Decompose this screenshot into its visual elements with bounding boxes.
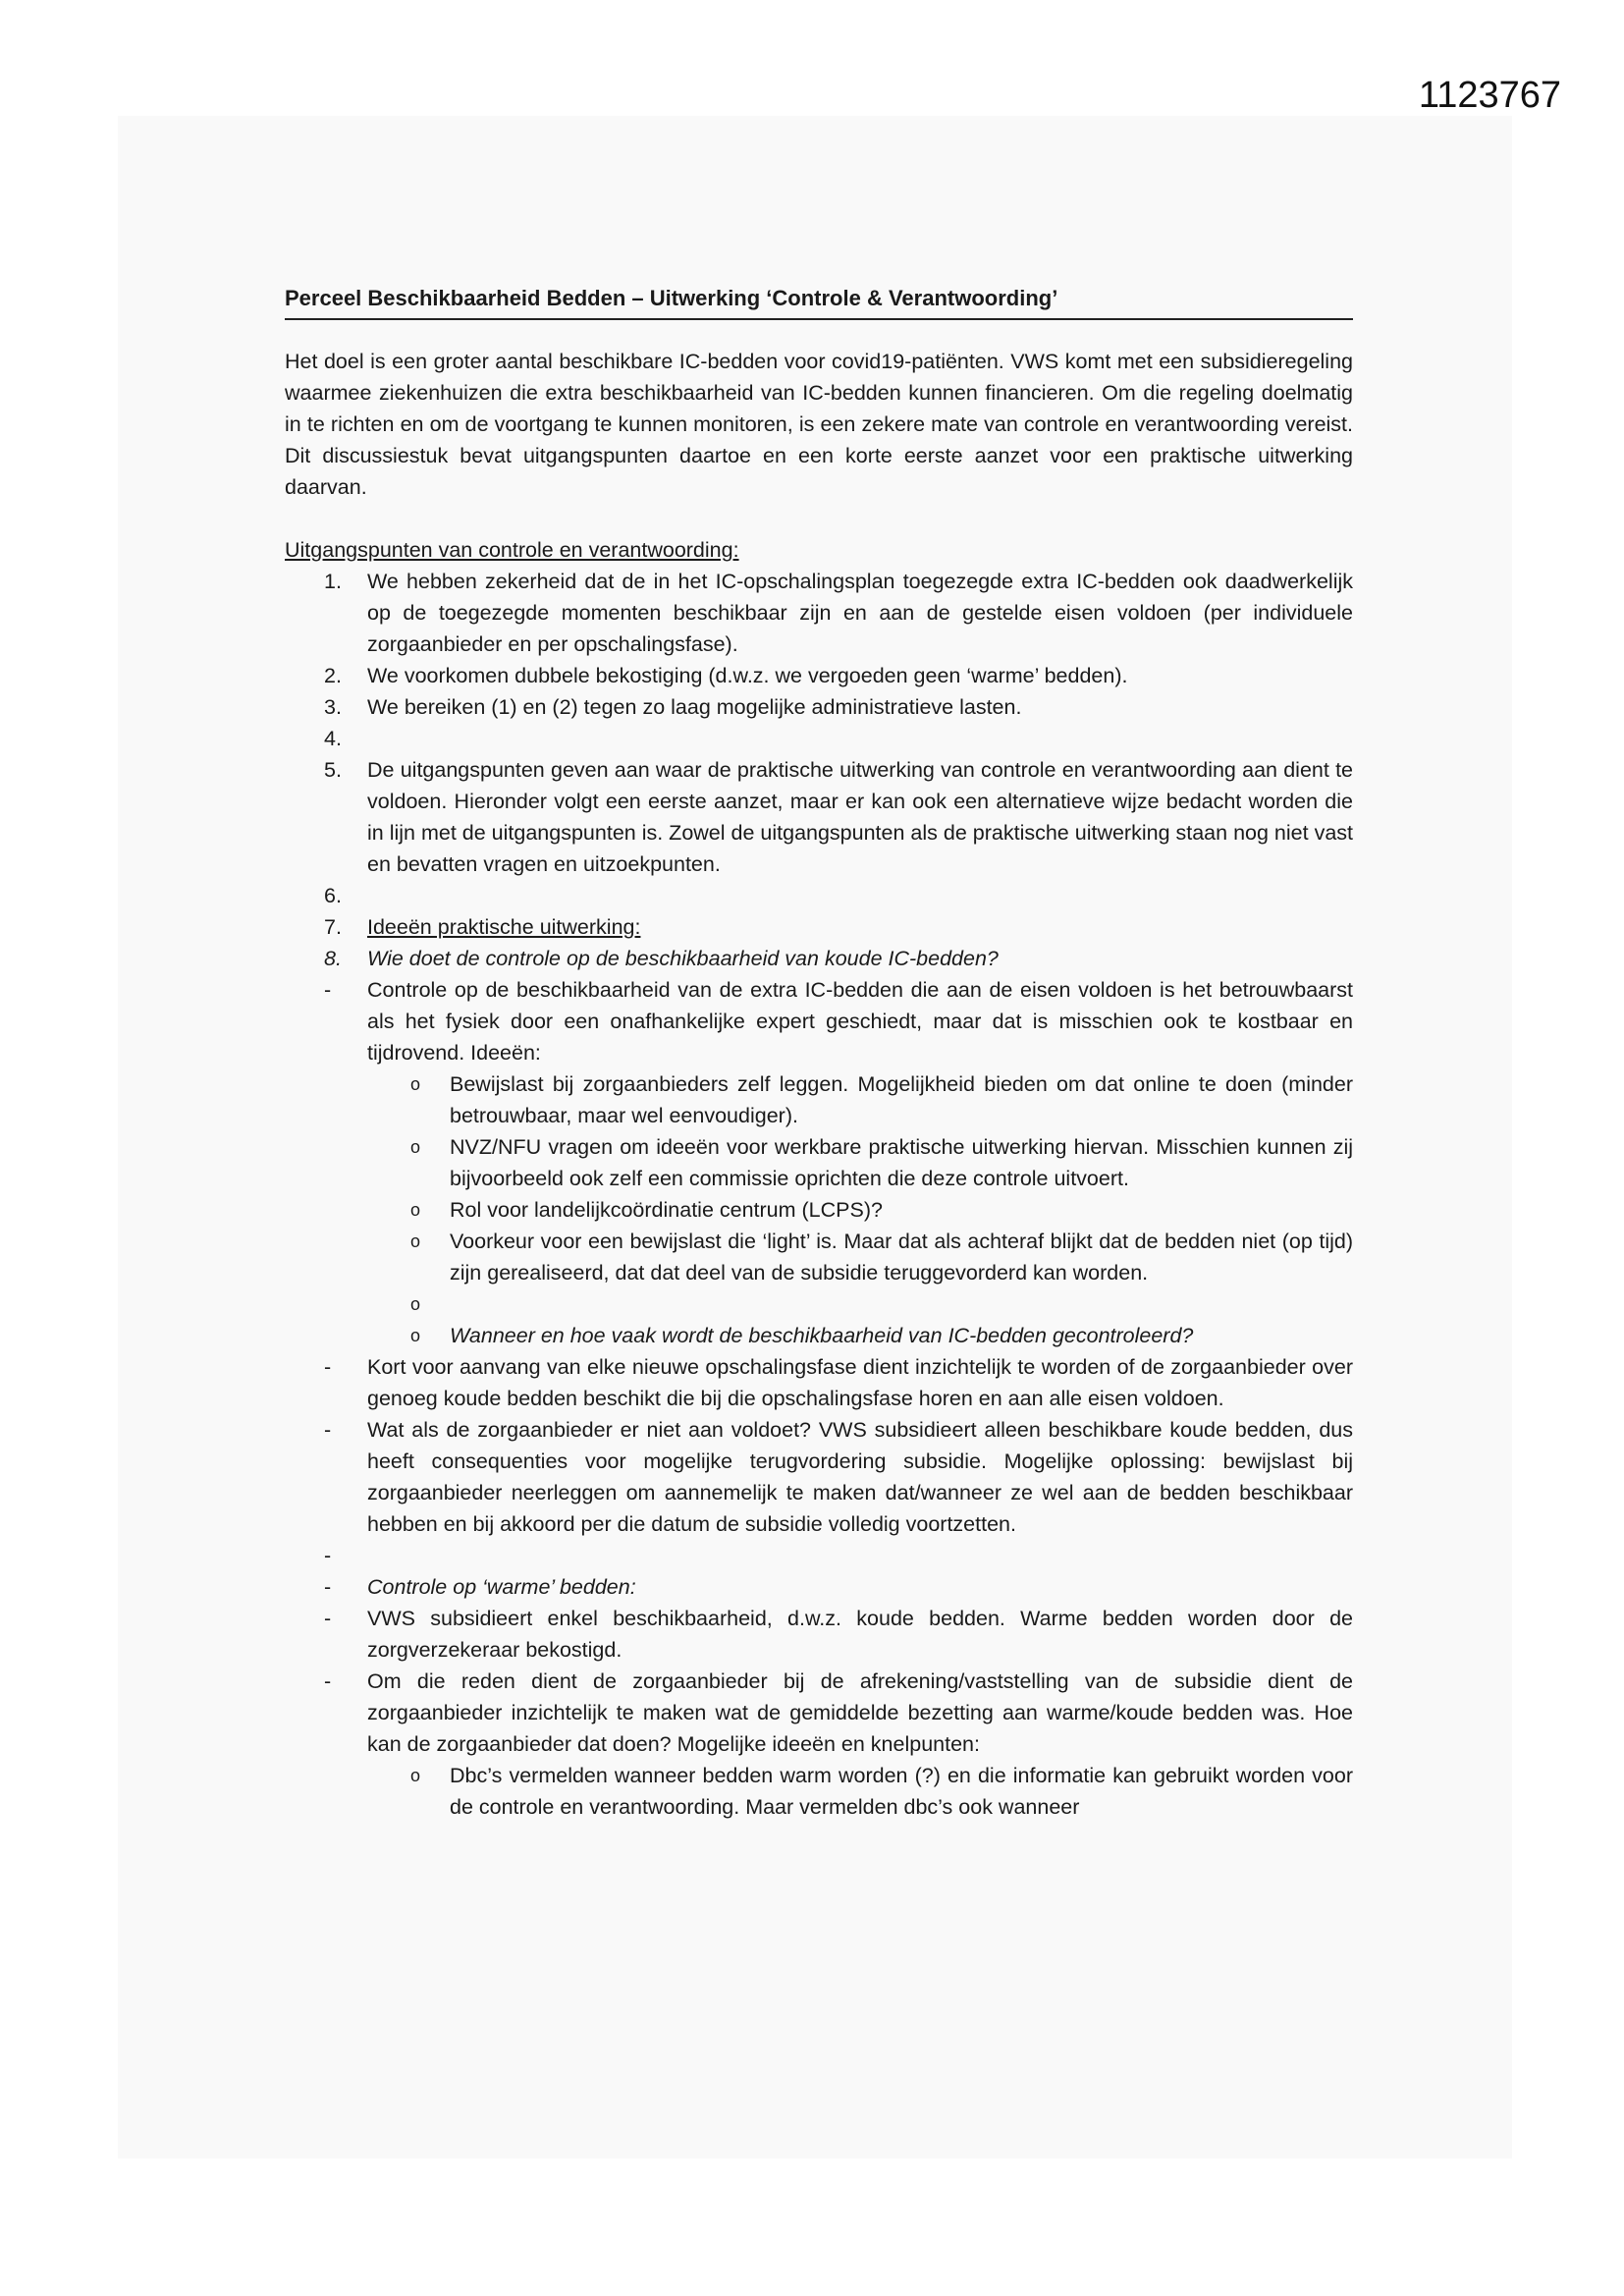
document-title: Perceel Beschikbaarheid Bedden – Uitwerking ‘Controle & Verantwoording’ [285, 283, 1353, 320]
document-id: 1123767 [1418, 75, 1561, 116]
numbered-item [285, 691, 1353, 723]
item-text: Wie doet de controle op de beschikbaarheid van koude IC-bedden? [367, 947, 999, 970]
circle-marker: o [410, 1294, 421, 1314]
circle-text: Dbc’s vermelden wanneer bedden warm worden (?) en die informatie kan gebruikt worden voor de controle en verantwoording. Maar vermelden dbc’s ook wanneer [450, 1764, 1353, 1819]
circle-text: Rol voor landelijkcoördinatie centrum (LCPS)? [450, 1198, 883, 1222]
dash-text: Om die reden dient de zorgaanbieder bij de afrekening/vaststelling van de subsidie dient de zorgaanbieder inzichtelijk te maken wat de gemiddelde bezetting aan warme/koude bedden was. Hoe kan de zorgaanbieder dat doen? Mogelijke ideeën en knelpunten: [367, 1669, 1353, 1756]
dash-marker: - [324, 1355, 332, 1379]
numbered-item [285, 880, 1353, 911]
intro-paragraph: Het doel is een groter aantal beschikbare IC-bedden voor covid19-patiënten. VWS komt met een subsidieregeling waarmee ziekenhuizen die extra beschikbaarheid van IC-bedden kunnen financieren. Om die regeling doelmatig in te richten en om de voortgang te kunnen monitoren, is een zekere mate van controle en verantwoording vereist. Dit discussiestuk bevat uitgangspunten daartoe en een korte eerste aanzet voor een praktische uitwerking daarvan. [285, 350, 1353, 499]
dash-item [285, 1351, 1353, 1414]
circle-item [285, 1194, 1353, 1226]
dash-marker: - [324, 1607, 332, 1630]
item-number: 6. [324, 884, 342, 907]
circle-marker: o [410, 1231, 421, 1251]
dash-item [285, 1603, 1353, 1666]
dash-item [285, 1571, 1353, 1603]
item-number: 1. [324, 570, 342, 593]
circle-item [285, 1288, 1353, 1320]
circle-item [285, 1320, 1353, 1351]
item-number: 7. [324, 915, 342, 939]
item-text: De uitgangspunten geven aan waar de praktische uitwerking van controle en verantwoording aan dient te voldoen. Hieronder volgt een eerste aanzet, maar er kan ook een alternatieve wijze bedacht worden die in lijn met de uitgangspunten is. Zowel de uitgangspunten als de praktische uitwerking staan nog niet vast en bevatten vragen en uitzoekpunten. [367, 758, 1353, 876]
item-text: We bereiken (1) en (2) tegen zo laag mogelijke administratieve lasten. [367, 695, 1022, 719]
circle-item [285, 1226, 1353, 1288]
dash-text: Controle op ‘warme’ bedden: [367, 1575, 636, 1599]
dash-text: Controle op de beschikbaarheid van de extra IC-bedden die aan de eisen voldoen is het betrouwbaarst als het fysiek door een onafhankelijke expert geschiedt, maar dat is misschien ook te kostbaar en tijdrovend. Ideeën: [367, 978, 1353, 1065]
dash-text: Wat als de zorgaanbieder er niet aan voldoet? VWS subsidieert alleen beschikbare koude bedden, dus heeft consequenties voor mogelijke terugvordering subsidie. Mogelijke oplossing: bewijslast bij zorgaanbieder neerleggen om aannemelijk te maken dat/wanneer ze wel aan de bedden beschikbaar hebben en bij akkoord per die datum de subsidie volledig voortzetten. [367, 1418, 1353, 1536]
dash-text: VWS subsidieert enkel beschikbaarheid, d.w.z. koude bedden. Warme bedden worden door de zorgverzekeraar bekostigd. [367, 1607, 1353, 1662]
item-text: Ideeën praktische uitwerking: [367, 915, 641, 939]
item-number: 8. [324, 947, 342, 970]
item-text: We hebben zekerheid dat de in het IC-opschalingsplan toegezegde extra IC-bedden ook daadwerkelijk op de toegezegde momenten beschikbaar zijn en aan de gestelde eisen voldoen (per individuele zorgaanbieder en per opschalingsfase). [367, 570, 1353, 656]
circle-marker: o [410, 1137, 421, 1157]
circle-text: NVZ/NFU vragen om ideeën voor werkbare praktische uitwerking hiervan. Misschien kunnen zij bijvoorbeeld ook zelf een commissie oprichten die deze controle uitvoert. [450, 1135, 1353, 1190]
circle-marker: o [410, 1200, 421, 1220]
numbered-item [285, 566, 1353, 660]
numbered-item [285, 911, 1353, 943]
dash-item [285, 1666, 1353, 1760]
dash-marker: - [324, 1669, 332, 1693]
numbered-item [285, 660, 1353, 691]
circle-text: Wanneer en hoe vaak wordt de beschikbaarheid van IC-bedden gecontroleerd? [450, 1324, 1194, 1347]
dash-marker: - [324, 978, 332, 1002]
numbered-item [285, 754, 1353, 880]
item-number: 5. [324, 758, 342, 782]
item-number: 3. [324, 695, 342, 719]
dash-marker: - [324, 1575, 332, 1599]
numbered-item [285, 943, 1353, 974]
dash-marker: - [324, 1544, 332, 1567]
circle-marker: o [410, 1326, 421, 1345]
circle-text: Voorkeur voor een bewijslast die ‘light’ is. Maar dat als achteraf blijkt dat de bedden niet (op tijd) zijn gerealiseerd, dat dat deel van de subsidie teruggevorderd kan worden. [450, 1230, 1353, 1285]
item-text [367, 723, 1353, 754]
dash-text: Kort voor aanvang van elke nieuwe opschalingsfase dient inzichtelijk te worden of de zorgaanbieder over genoeg koude bedden beschikt die bij die opschalingsfase horen en aan alle eisen voldoen. [367, 1355, 1353, 1410]
circle-marker: o [410, 1766, 421, 1785]
numbered-item [285, 723, 1353, 754]
document-body [285, 283, 1353, 1823]
item-text: We voorkomen dubbele bekostiging (d.w.z. we vergoeden geen ‘warme’ bedden). [367, 664, 1128, 687]
circle-item [285, 1760, 1353, 1823]
dash-item [285, 1414, 1353, 1540]
circle-text [450, 1288, 1353, 1320]
circle-text: Bewijslast bij zorgaanbieders zelf leggen. Mogelijkheid bieden om dat online te doen (minder betrouwbaar, maar wel eenvoudiger). [450, 1072, 1353, 1127]
dash-text [367, 1540, 1353, 1571]
circle-marker: o [410, 1074, 421, 1094]
circle-item [285, 1131, 1353, 1194]
dash-item [285, 974, 1353, 1068]
dash-item [285, 1540, 1353, 1571]
dash-marker: - [324, 1418, 332, 1442]
item-number: 2. [324, 664, 342, 687]
section-heading: Uitgangspunten van controle en verantwoording: [285, 538, 739, 562]
circle-item [285, 1068, 1353, 1131]
item-number: 4. [324, 727, 342, 750]
item-text [367, 880, 1353, 911]
